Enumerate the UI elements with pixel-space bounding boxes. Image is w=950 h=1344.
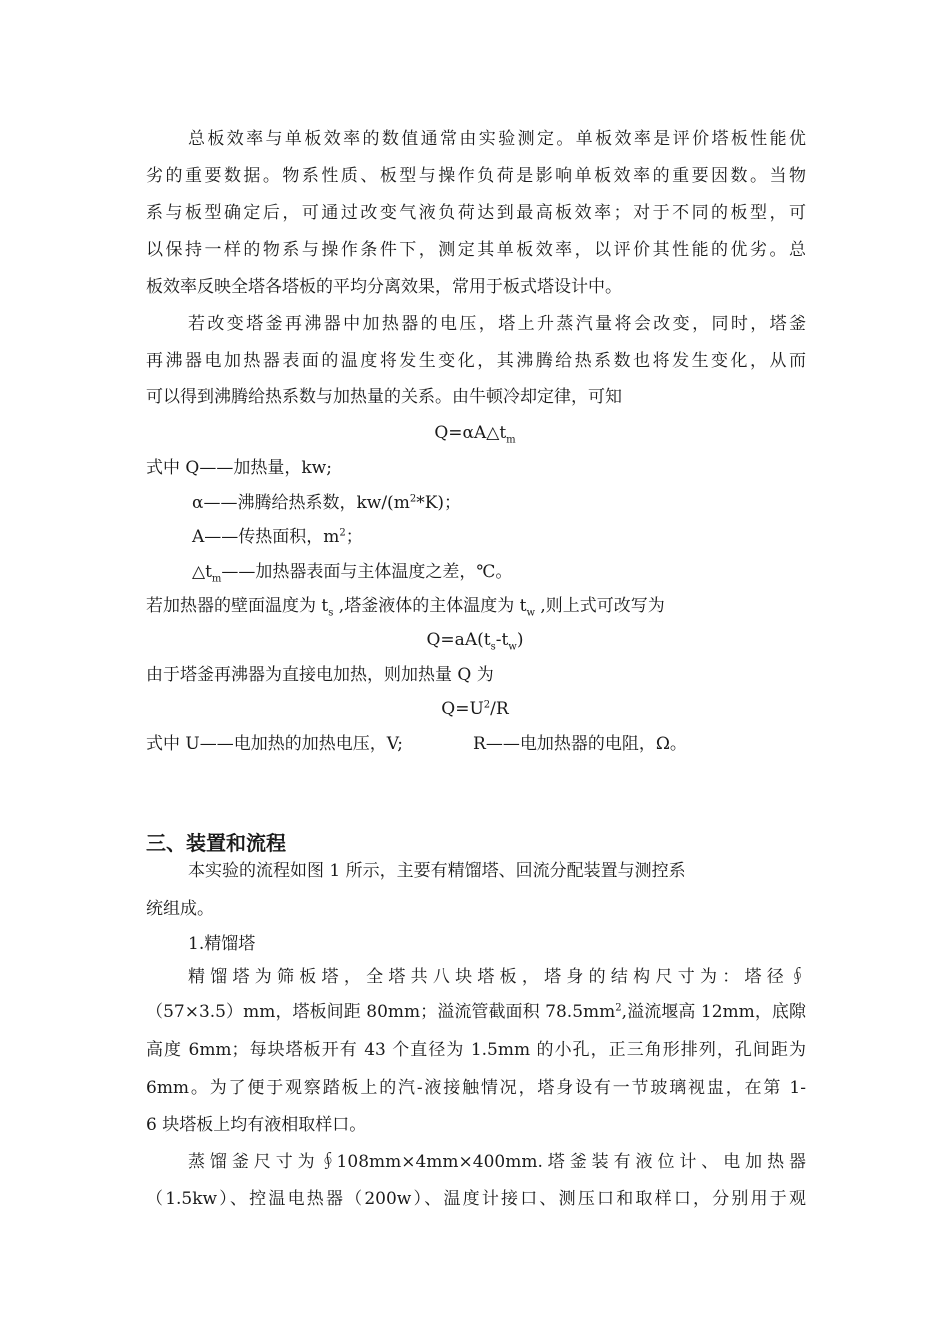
symbols-line: 式中 U——电加热的加热电压，V; R——电加热器的电阻，Ω。 bbox=[146, 734, 687, 754]
para2-line-3: 可以得到沸腾给热系数与加热量的关系。由牛顿冷却定律，可知 bbox=[146, 387, 622, 407]
tower-line-5: 6 块塔板上均有液相取样口。 bbox=[146, 1115, 367, 1135]
para1-line-4: 以保持一样的物系与操作条件下，测定其单板效率，以评价其性能的优劣。总 bbox=[146, 240, 806, 260]
still-line-1: 蒸馏釜尺寸为∮108mm×4mm×400mm.塔釜装有液位计、电加热器 bbox=[188, 1152, 806, 1172]
formula-newton: $Q=\alpha A\triangle t_m$ bbox=[434, 423, 516, 446]
para1-line-2: 劣的重要数据。物系性质、板型与操作负荷是影响单板效率的重要因数。当物 bbox=[146, 166, 806, 186]
wall-temperature-line: 若加热器的壁面温度为 $t_s$ ,塔釜液体的主体温度为 $t_w$ ,则上式可改写为 bbox=[146, 596, 665, 619]
para2-line-1: 若改变塔釜再沸器中加热器的电压，塔上升蒸汽量将会改变，同时，塔釜 bbox=[188, 314, 806, 334]
tower-line-3: 高度 6mm；每块塔板开有 43 个直径为 1.5mm 的小孔，正三角形排列，孔间距为 bbox=[146, 1040, 806, 1060]
para1-line-1: 总板效率与单板效率的数值通常由实验测定。单板效率是评价塔板性能优 bbox=[188, 129, 806, 149]
subheading-tower: 1.精馏塔 bbox=[188, 934, 256, 954]
direct-heating-line: 由于塔釜再沸器为直接电加热，则加热量 Q 为 bbox=[146, 665, 494, 685]
tower-line-2: （57×3.5）mm，塔板间距 80mm；溢流管截面积 $78.5mm^2$,溢流堰高 12mm，底隙 bbox=[146, 1002, 806, 1022]
def-delta-t: $\triangle t_m——$加热器表面与主体温度之差，℃。 bbox=[192, 562, 513, 585]
def-area: A——传热面积，$m^2$； bbox=[192, 527, 363, 547]
para2-line-2: 再沸器电加热器表面的温度将发生变化，其沸腾给热系数也将发生变化，从而 bbox=[146, 351, 806, 371]
para1-line-5: 板效率反映全塔各塔板的平均分离效果，常用于板式塔设计中。 bbox=[146, 277, 622, 297]
formula-rewrite: $Q=aA(t_s-t_w)$ bbox=[426, 630, 524, 653]
section-heading: 三、装置和流程 bbox=[146, 831, 286, 855]
def-alpha: α——沸腾给热系数，$kw/(m^2*K)$； bbox=[192, 493, 462, 513]
still-line-2: （1.5kw）、控温电热器（200w）、温度计接口、测压口和取样口，分别用于观 bbox=[146, 1189, 806, 1209]
tower-line-1: 精馏塔为筛板塔，全塔共八块塔板，塔身的结构尺寸为：塔径∮ bbox=[188, 967, 806, 987]
formula-power: $Q=U^2/R$ bbox=[441, 699, 509, 719]
section-intro-line-1: 本实验的流程如图 1 所示，主要有精馏塔、回流分配装置与测控系 bbox=[188, 861, 686, 881]
def-q: 式中 Q——加热量，kw; bbox=[146, 458, 332, 478]
section-intro-line-2: 统组成。 bbox=[146, 899, 214, 919]
tower-line-4: 6mm。为了便于观察踏板上的汽-液接触情况，塔身设有一节玻璃视盅，在第 1- bbox=[146, 1078, 806, 1098]
para1-line-3: 系与板型确定后，可通过改变气液负荷达到最高板效率；对于不同的板型，可 bbox=[146, 203, 806, 223]
